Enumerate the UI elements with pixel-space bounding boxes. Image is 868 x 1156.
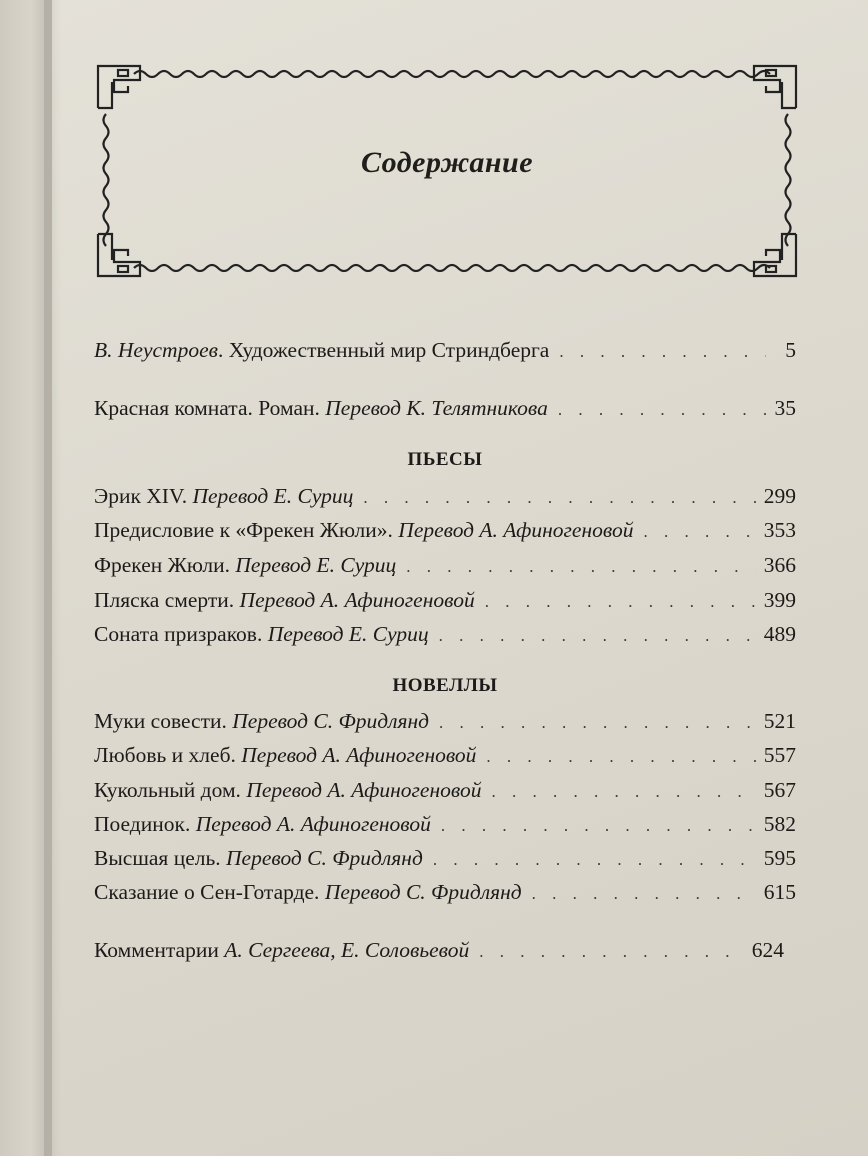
toc-entry-novel[interactable] — [94, 396, 796, 426]
toc-translator: Перевод А. Афиногеновой — [241, 743, 477, 767]
dot-leader — [558, 400, 766, 420]
toc-translator: Перевод А. Афиногеновой — [239, 588, 475, 612]
toc-page-number: 366 — [763, 553, 796, 577]
dot-leader — [479, 942, 744, 962]
toc-title: Любовь и хлеб. — [94, 743, 236, 767]
dot-leader — [406, 557, 755, 577]
toc-author: В. Неустроев — [94, 338, 218, 362]
toc-translator: Перевод А. Афиногеновой — [195, 812, 431, 836]
toc-entry[interactable] — [94, 880, 796, 910]
toc-entry[interactable] — [94, 588, 796, 618]
dot-leader — [532, 884, 756, 904]
toc-page-number: 557 — [763, 743, 796, 767]
toc-entry[interactable] — [94, 709, 796, 739]
toc-entry[interactable] — [94, 812, 796, 842]
dot-leader — [491, 782, 755, 802]
toc-title: Сказание о Сен-Готарде. — [94, 880, 320, 904]
toc-authors: А. Сергеева, Е. Соловьевой — [224, 938, 470, 962]
toc-entry[interactable] — [94, 553, 796, 583]
toc-title: Фрекен Жюли. — [94, 553, 231, 577]
dot-leader — [433, 850, 756, 870]
toc-translator: Перевод С. Фридлянд — [324, 880, 522, 904]
toc-page-number: 595 — [763, 846, 796, 870]
toc-translator: Перевод Е. Суриц — [235, 553, 397, 577]
dot-leader — [441, 816, 756, 836]
toc-title: Кукольный дом. — [94, 778, 241, 802]
dot-leader — [643, 522, 755, 542]
toc-translator: Перевод Е. Суриц — [267, 622, 429, 646]
toc-title: Красная комната. Роман. — [94, 396, 320, 420]
toc-page-number: 399 — [763, 588, 796, 612]
toc-translator: Перевод А. Афиногеновой — [246, 778, 482, 802]
page-title: Содержание — [360, 146, 534, 179]
toc-title: Поединок. — [94, 812, 191, 836]
toc-entry-commentary[interactable] — [94, 938, 784, 968]
toc-page-number: 521 — [763, 709, 796, 733]
toc-page-number: 35 — [774, 396, 796, 420]
dot-leader — [363, 488, 755, 508]
toc-entry[interactable] — [94, 778, 796, 808]
toc-title: Предисловие к «Фрекен Жюли». — [94, 518, 393, 542]
toc-title: Соната призраков. — [94, 622, 263, 646]
toc-page-number: 5 — [785, 338, 796, 362]
toc-title: Пляска смерти. — [94, 588, 235, 612]
toc-title: Высшая цель. — [94, 846, 221, 870]
toc-page-number: 353 — [763, 518, 796, 542]
toc-entry-essay[interactable]: В. Неустроев . Художественный мир Стриндберга . . . 5 — [94, 338, 796, 368]
toc-entry[interactable] — [94, 846, 796, 876]
section-heading-plays: ПЬЕСЫ — [407, 449, 483, 470]
toc-translator: Перевод К. Телятникова — [325, 396, 548, 420]
toc-page-number: 624 — [751, 938, 784, 962]
dot-leader — [485, 592, 756, 612]
toc-translator: Перевод С. Фридлянд — [226, 846, 423, 870]
dot-leader — [439, 626, 756, 646]
toc-page-number: 489 — [763, 622, 796, 646]
dot-leader — [559, 342, 766, 362]
dot-leader — [439, 713, 756, 733]
book-gutter-shadow — [44, 0, 62, 1156]
toc-title: Эрик XIV. — [94, 484, 188, 508]
toc-title: Художественный мир Стриндберга — [228, 338, 550, 362]
toc-entry[interactable] — [94, 743, 796, 773]
toc-title: Муки совести. — [94, 709, 227, 733]
toc-entry[interactable] — [94, 518, 796, 548]
toc-title: Комментарии — [94, 938, 219, 962]
toc-page-number: 299 — [763, 484, 796, 508]
toc-entry[interactable] — [94, 622, 796, 652]
toc-page-number: 582 — [763, 812, 796, 836]
toc-page-number: 567 — [763, 778, 796, 802]
toc-translator: Перевод С. Фридлянд — [232, 709, 430, 733]
toc-translator: Перевод Е. Суриц — [192, 484, 354, 508]
dot-leader — [486, 747, 755, 767]
toc-page-number: 615 — [763, 880, 796, 904]
toc-entry[interactable] — [94, 484, 796, 514]
toc-translator: Перевод А. Афиногеновой — [398, 518, 634, 542]
section-heading-novellas: НОВЕЛЛЫ — [392, 675, 498, 696]
